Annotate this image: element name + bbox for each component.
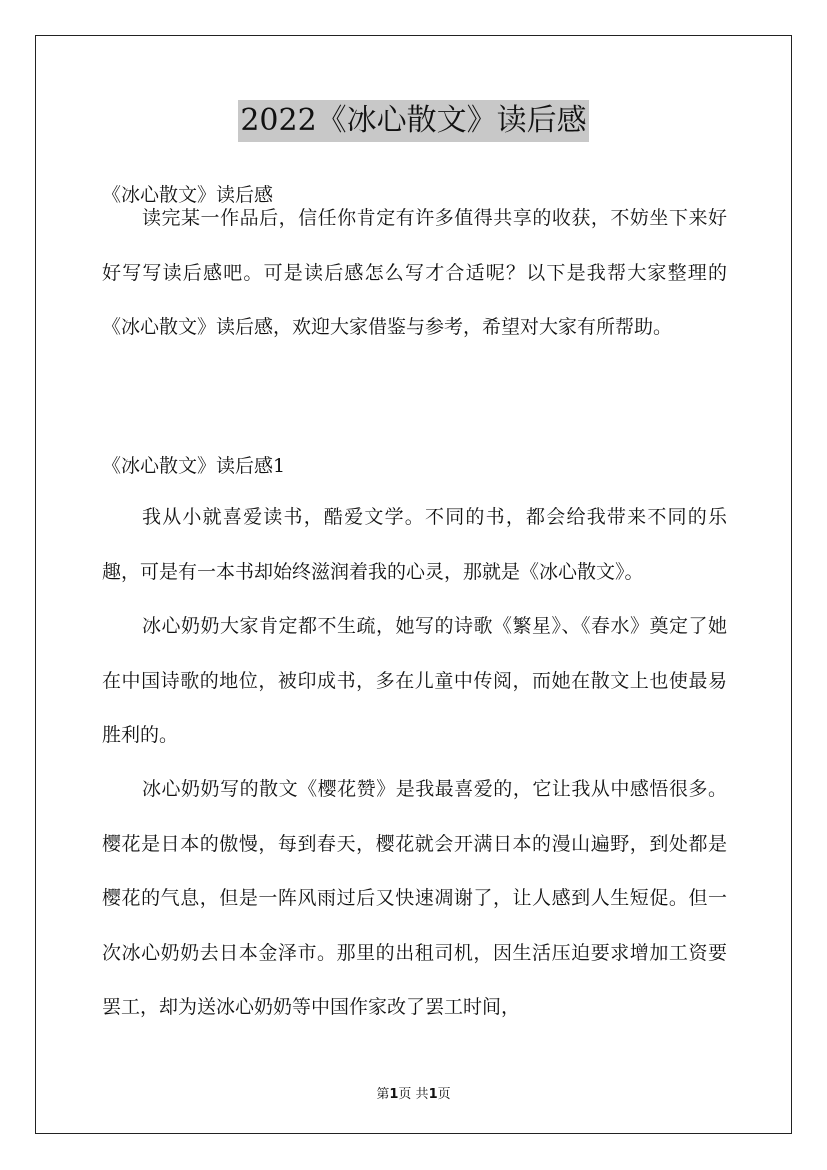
footer-prefix: 第 <box>376 1087 390 1102</box>
paragraph-2: 冰心奶奶大家肯定都不生疏，她写的诗歌《繁星》、《春水》奠定了她在中国诗歌的地位，被印成书，多在儿童中传阅，而她在散文上也使最易胜利的。 <box>102 615 727 746</box>
title-container <box>0 100 827 142</box>
subtitle: 《冰心散文》读后感 <box>102 184 274 206</box>
footer-middle: 页 共 <box>398 1087 429 1102</box>
intro-paragraph: 读完某一作品后，信任你肯定有许多值得共享的收获，不妨坐下来好好写写读后感吧。可是读后感怎么写才合适呢？以下是我帮大家整理的《冰心散文》读后感，欢迎大家借鉴与参考，希望对大家有所帮助。 <box>102 207 727 338</box>
footer-page-current: 1 <box>389 1087 399 1102</box>
section-heading-1: 《冰心散文》读后感1 <box>102 455 286 477</box>
footer-page-total: 1 <box>428 1087 438 1102</box>
footer-suffix: 页 <box>437 1087 451 1102</box>
paragraph-3: 冰心奶奶写的散文《樱花赞》是我最喜爱的，它让我从中感悟很多。樱花是日本的傲慢，每到春天，樱花就会开满日本的漫山遍野，到处都是樱花的气息，但是一阵风雨过后又快速凋谢了，让人感到人生短促。但一次冰心奶奶去日本金泽市。那里的出租司机，因生活压迫要求增加工资要罢工，却为送冰心奶奶等中国作家改了罢工时间， <box>102 778 727 1018</box>
document-title: 2022《冰心散文》读后感 <box>238 100 588 142</box>
page-footer <box>0 1083 827 1102</box>
paragraph-1: 我从小就喜爱读书，酷爱文学。不同的书，都会给我带来不同的乐趣，可是有一本书却始终滋润着我的心灵，那就是《冰心散文》。 <box>102 506 727 583</box>
